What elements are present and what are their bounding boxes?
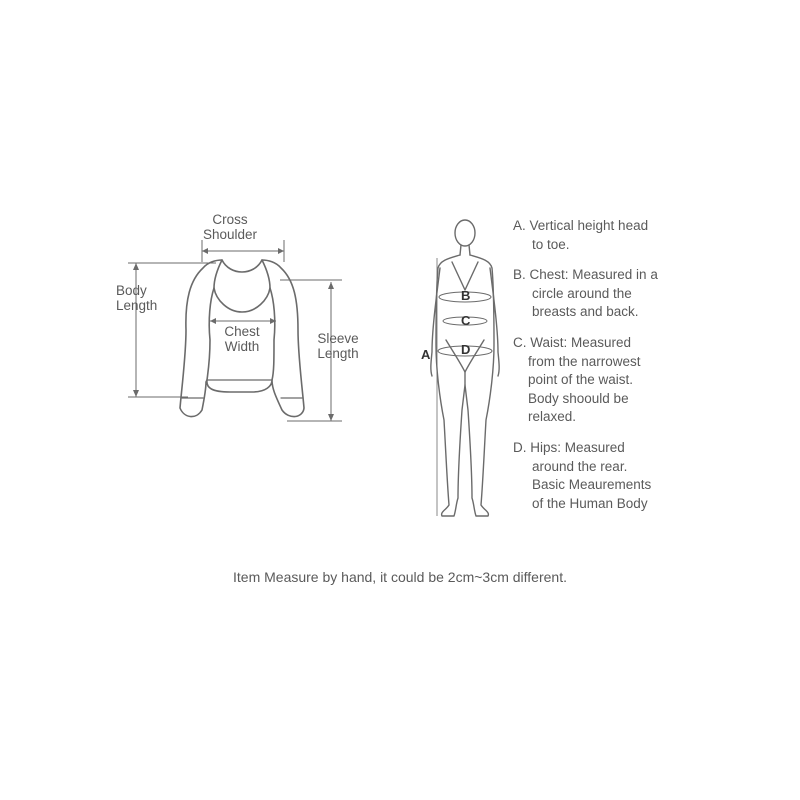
body-length-label-line-1: Body (116, 283, 147, 298)
legend-item-d (513, 439, 658, 513)
legend-item-b (513, 266, 658, 322)
marker-b-label: B (461, 288, 471, 303)
marker-c-label: C (461, 313, 471, 328)
cross-shoulder-label-line-2: Shoulder (202, 227, 258, 242)
figure-head (455, 220, 475, 246)
legend-c-line-2: from the narrowest (528, 353, 641, 369)
legend-b-line-2: circle around the (532, 285, 632, 301)
legend-b-line-3: breasts and back. (532, 304, 639, 320)
chest-width-label-line-2: Width (224, 339, 260, 354)
legend-item-a (513, 217, 658, 254)
chest-width-label-line-1: Chest (224, 324, 260, 339)
body-length-label (116, 283, 172, 313)
legend-d-line-1: D. Hips: Measured (513, 439, 625, 455)
chest-width-label (212, 324, 272, 354)
sweater-neckline (214, 260, 270, 312)
cross-shoulder-label (200, 212, 260, 242)
legend-c-line-5: relaxed. (528, 409, 577, 425)
human-figure (431, 220, 499, 516)
sleeve-length-label-line-2: Length (317, 346, 359, 361)
sleeve-length-arrow-bottom (328, 414, 334, 421)
body-length-label-line-2: Length (116, 298, 158, 313)
cross-shoulder-arrow-right (278, 248, 284, 254)
sleeve-length-label (308, 331, 368, 361)
legend-item-c (513, 334, 658, 427)
cross-shoulder-arrow-left (202, 248, 208, 254)
cross-shoulder-label-line-1: Cross (212, 212, 248, 227)
body-length-arrow-top (133, 263, 139, 270)
marker-d-label: D (461, 342, 471, 357)
legend-d-line-3: Basic Meaurements (532, 477, 652, 493)
legend-c-line-4: Body shoould be (528, 390, 629, 406)
marker-a-label: A (421, 347, 431, 362)
legend-c-line-1: C. Waist: Measured (513, 334, 632, 350)
legend-c-line-3: point of the waist. (528, 372, 634, 388)
measurement-legend (513, 217, 658, 513)
legend-a-line-1: A. Vertical height head (513, 218, 649, 233)
legend-b-line-1: B. Chest: Measured in a (513, 267, 658, 283)
sleeve-length-arrow-top (328, 282, 334, 289)
legend-d-line-2: around the rear. (532, 458, 628, 474)
sleeve-length-label-line-1: Sleeve (317, 331, 359, 346)
measurement-footnote: Item Measure by hand, it could be 2cm~3cm different. (233, 569, 567, 585)
legend-a-line-2: to toe. (532, 236, 570, 252)
body-length-arrow-bottom (133, 390, 139, 397)
legend-d-line-4: of the Human Body (532, 495, 648, 511)
